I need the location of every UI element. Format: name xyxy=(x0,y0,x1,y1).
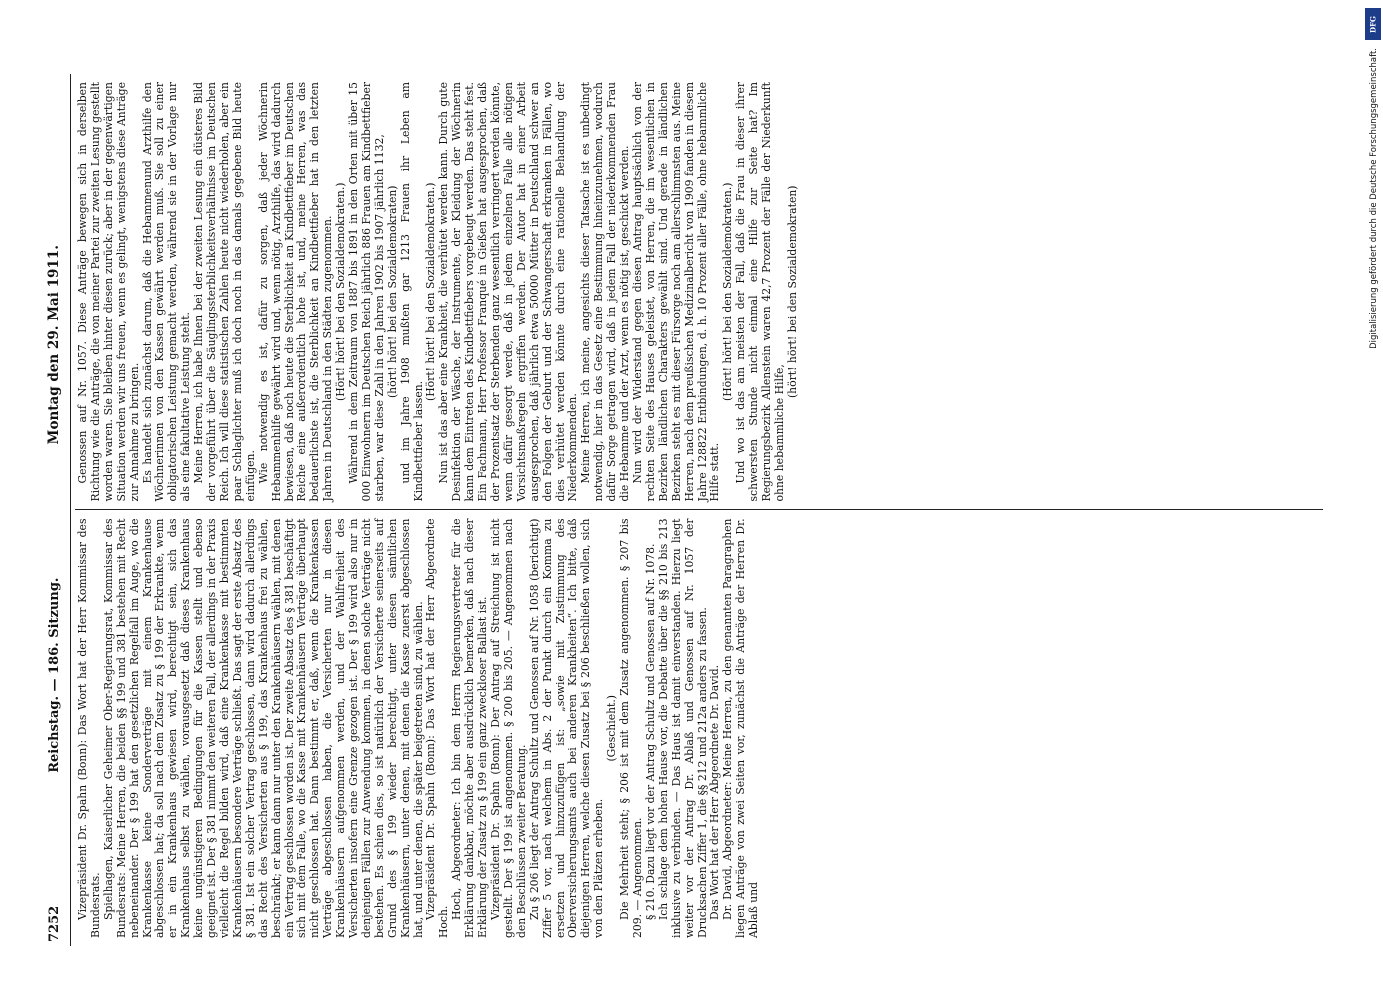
paragraph: (hört! hört! bei den Sozialdemokraten) xyxy=(785,185,799,399)
paragraph: Die Mehrheit steht; § 206 ist mit dem Zusatz angenommen. § 207 bis 209. — Angenommen. xyxy=(618,518,644,938)
text-body xyxy=(75,74,1323,946)
digitization-credit xyxy=(1363,8,1381,992)
paragraph: Meine Herren, ich habe Ihnen bei der zweiten Lesung ein düsteres Bild der vorgeführt über die Säuglingssterblichkeitsverhältnisse im Deutschen Reich. Ich will diese statistischen Zahlen heute nicht wiederholen, aber ein paar Schlaglichter muß ich doch noch in das damals gegebene Bild heute einfügen. xyxy=(192,82,257,502)
paragraph: Spielhagen, Kaiserlicher Geheimer Ober-Regierungsrat, Kommissar des Bundesrats: Meine Herren, die beiden §§ 199 und 381 bestehen mit Recht nebeneinander. Der § 199 hat den gesetzlichen Regelfall im Auge, wo die Krankenkasse keine Sonderverträge mit einem Krankenhause abgeschlossen hat; da soll nach dem Zusatz zu § 199 der Erkrankte, wenn er in ein Krankenhaus gewiesen wird, berechtigt sein, sich das Krankenhaus selbst zu wählen, vorausgesetzt daß dieses Krankenhaus keine ungünstigeren Bedingungen für die Kassen stellt und ebenso geeignet ist. Der § 381 nimmt den weiteren Fall, der allerdings in der Praxis vielleicht die Regel bilden wird, daß eine Krankenkasse mit bestimmten Krankenhäusern besondere Verträge schließt. Das sagt der erste Absatz des § 381. Ist ein solcher Vertrag geschlossen, dann wird dadurch allerdings das Recht des Versicherten aus § 199, das Krankenhaus frei zu wählen, beschränkt; er kann dann nur unter den Krankenhäusern wählen, mit denen ein Vertrag geschlossen worden ist. Der zweite Absatz des § 381 beschäftigt sich mit dem Falle, wo die Kasse mit Krankenhäusern Verträge überhaupt nicht geschlossen hat. Dann bestimmt er, daß, wenn die Krankenkassen Verträge abgeschlossen haben, die Versicherten nur in diesen Krankenhäusern aufgenommen werden, und der Wahlfreiheit des Versicherten insofern eine Grenze gezogen ist. Der § 199 wird also nur in denjenigen Fällen zur Anwendung kommen, in denen solche Verträge nicht bestehen. Es schien dies, so ist natürlich der Versicherte seinerseits auf Grund des § 199 wieder berechtigt, unter diesen sämtlichen Krankenhäusern, unter denen, mit denen die Kasse zuerst abgeschlossen hat, und unter denen, die später beigetreten sind, zu wählen. xyxy=(101,518,425,938)
page-header xyxy=(46,74,71,946)
paragraph: (hört! hört! bei den Sozialdemokraten) xyxy=(385,185,399,399)
paragraph: Während in dem Zeitraum von 1887 bis 1891 in den Orten mit über 15 000 Einwohnern im Deutschen Reich jährlich 886 Frauen am Kindbettfieber starben, war diese Zahl in den Jahren 1902 bis 1907 jährlich 1132, xyxy=(347,82,386,502)
paragraph: Meine Herren, ich meine, angesichts dieser Tatsache ist es unbedingt notwendig, hier in das Gesetz eine Bestimmung hineinzunehmen, wodurch dafür Sorge getragen wird, daß in jedem Fall der niederkommenden Frau die Hebamme und der Arzt, wenn es nötig ist, geschickt werden. xyxy=(579,82,632,502)
paragraph: Nun ist das aber eine Krankheit, die verhütet werden kann. Durch gute Desinfektion der Wäsche, der Instrumente, der Kleidung der Wöchnerin kann dem Eintreten des Kindbettfiebers vorgebeugt werden. Das steht fest. Ein Fachmann, Herr Professor Franqué in Gießen hat ausgesprochen, daß der Prozentsatz der Sterbenden ganz wesentlich verringert werden könnte, wenn dafür gesorgt werde, daß in jedem einzelnen Falle alle nötigen Vorsichtsmaßregeln ergriffen werden. Der Autor hat in einer Arbeit ausgesprochen, daß jährlich etwa 50000 Mütter in Deutschland schwer an den Folgen der Geburt und der Schwangerschaft erkranken in Fällen, wo dies verhütet werden könnte durch eine rationelle Behandlung der Niederkommenden. xyxy=(437,82,580,502)
paragraph: (Hört! hört! bei den Sozialdemokraten.) xyxy=(334,182,348,401)
paragraph: Das Wort hat der Herr Abgeordnete Dr. David. xyxy=(708,664,722,920)
paragraph: Es handelt sich zunächst darum, daß die Hebammenund Arzthilfe den Wöchnerinnen von den Kassen gewährt werden muß. Sie soll zu einer obligatorischen Leistung gemacht werden, während sie in der Vorlage nur als eine fakultative Leistung steht. xyxy=(140,82,193,502)
paragraph: Nun wird der Widerstand gegen diesen Antrag hauptsächlich von der rechten Seite des Hauses geleistet, von Herren, die im wesentlichen in Bezirken ländlichen Charakters gewählt sind. Und gerade in ländlichen Bezirken steht es mit dieser Fürsorge noch am allerschlimmsten aus. Meine Herren, nach dem preußischen Medizinalbericht von 1909 fanden in diesem Jahre 128822 Entbindungen, d. h. 10 Prozent aller Fälle, ohne hebammliche Hilfe statt. xyxy=(630,82,722,502)
paragraph: Genossen auf Nr. 1057. Diese Anträge bewegen sich in derselben Richtung wie die Anträge, die von meiner Partei zur zweiten Lesung gestellt worden waren. Sie bleiben hinter diesen zurück; aber in der gegenwärtigen Situation werden wir uns freuen, wenn es gelingt, wenigstens diese Anträge zur Annahme zu bringen. xyxy=(76,82,141,502)
dfg-logo: DFG xyxy=(1365,8,1381,40)
paragraph: Vizepräsident Dr. Spahn (Bonn): Das Wort hat der Herr Abgeordnete Hoch. xyxy=(424,518,451,938)
paragraph: Und wo ist das am meisten der Fall, daß die Frau in dieser ihrer schwersten Stunde nicht einmal eine Hilfe zur Seite hat? Im Regierungsbezirk Allenstein waren 42,7 Prozent der Fälle der Niederkunft ohne hebammliche Hilfe, xyxy=(734,82,786,502)
paragraph: Ich schlage dem hohen Hause vor, die Debatte über die §§ 210 bis 213 inklusive zu verbinden. — Das Haus ist damit einverstanden. Hierzu liegt weiter vor der Antrag Dr. Ablaß und Genossen auf Nr. 1057 der Drucksachen Ziffer 1, die §§ 212 und 212a anders zu fassen. xyxy=(656,518,709,938)
paragraph: und im Jahre 1908 mußten gar 1213 Frauen ihr Leben am Kindbettfieber lassen. xyxy=(398,82,425,502)
paragraph: Zu § 206 liegt der Antrag Schultz und Genossen auf Nr. 1058 (berichtigt) Ziffer 5 vor, nach welchem in Abs. 2 der Punkt durch ein Komma zu ersetzen und hinzuzufügen ist: „sowie mit Zustimmung des Oberversicherungsamts auch bei anderen Krankheiten“. Ich bitte, daß diejenigen Herren, welche diesen Zusatz bei § 206 beschließen wollen, sich von den Plätzen erheben. xyxy=(527,518,606,938)
document-page xyxy=(40,60,1330,960)
page-number: 7252 xyxy=(47,905,62,942)
paragraph: (Geschieht.) xyxy=(605,694,619,762)
credit-text: Digitalisierung gefördert durch die Deutsche Forschungsgemeinschaft. xyxy=(1369,48,1379,349)
paragraph: Hoch, Abgeordneter: Ich bin dem Herrn Regierungsvertreter für die Erklärung dankbar, möchte aber ausdrücklich bemerken, daß nach dieser Erklärung der Zusatz zu § 199 ein ganz zweckloser Ballast ist. xyxy=(450,518,490,938)
paragraph: § 210. Dazu liegt vor der Antrag Schultz und Genossen auf Nr. 1078. xyxy=(643,543,657,920)
paragraph: Vizepräsident Dr. Spahn (Bonn): Das Wort hat der Herr Kommissar des Bundesrats. xyxy=(76,518,102,938)
paragraph: Dr. David, Abgeordneter: Meine Herren, zu den genannten Paragraphen liegen Anträge von zwei Seiten vor, zunächst die Anträge der Herren Dr. Ablaß und xyxy=(721,518,761,938)
left-column xyxy=(75,510,1323,947)
right-column xyxy=(75,74,1323,510)
session-date: Montag den 29. Mai 1911. xyxy=(46,245,62,445)
session-title: Reichstag. — 186. Sitzung. xyxy=(47,577,62,773)
paragraph: Wie notwendig es ist, dafür zu sorgen, daß jeder Wöchnerin Hebammenhilfe gewährt wird und, wenn nötig, Arzthilfe, das wird dadurch bewiesen, daß noch heute die Sterblichkeit an Kindbettfieber im Deutschen Reiche eine außerordentlich hohe ist, und, meine Herren, was das bedauerlichste ist, die Sterblichkeit an Kindbettfieber hat in den letzten Jahren in Deutschland in den Städten zugenommen. xyxy=(256,82,335,502)
paragraph: (Hört! hört! bei den Sozialdemokraten.) xyxy=(424,182,438,401)
paragraph: Vizepräsident Dr. Spahn (Bonn): Der Antrag auf Streichung ist nicht gestellt. Der § 199 ist angenommen. § 200 bis 205. — Angenommen nach den Beschlüssen zweiter Beratung. xyxy=(489,518,528,938)
paragraph: (Hört! hört! bei den Sozialdemokraten.) xyxy=(721,182,735,401)
